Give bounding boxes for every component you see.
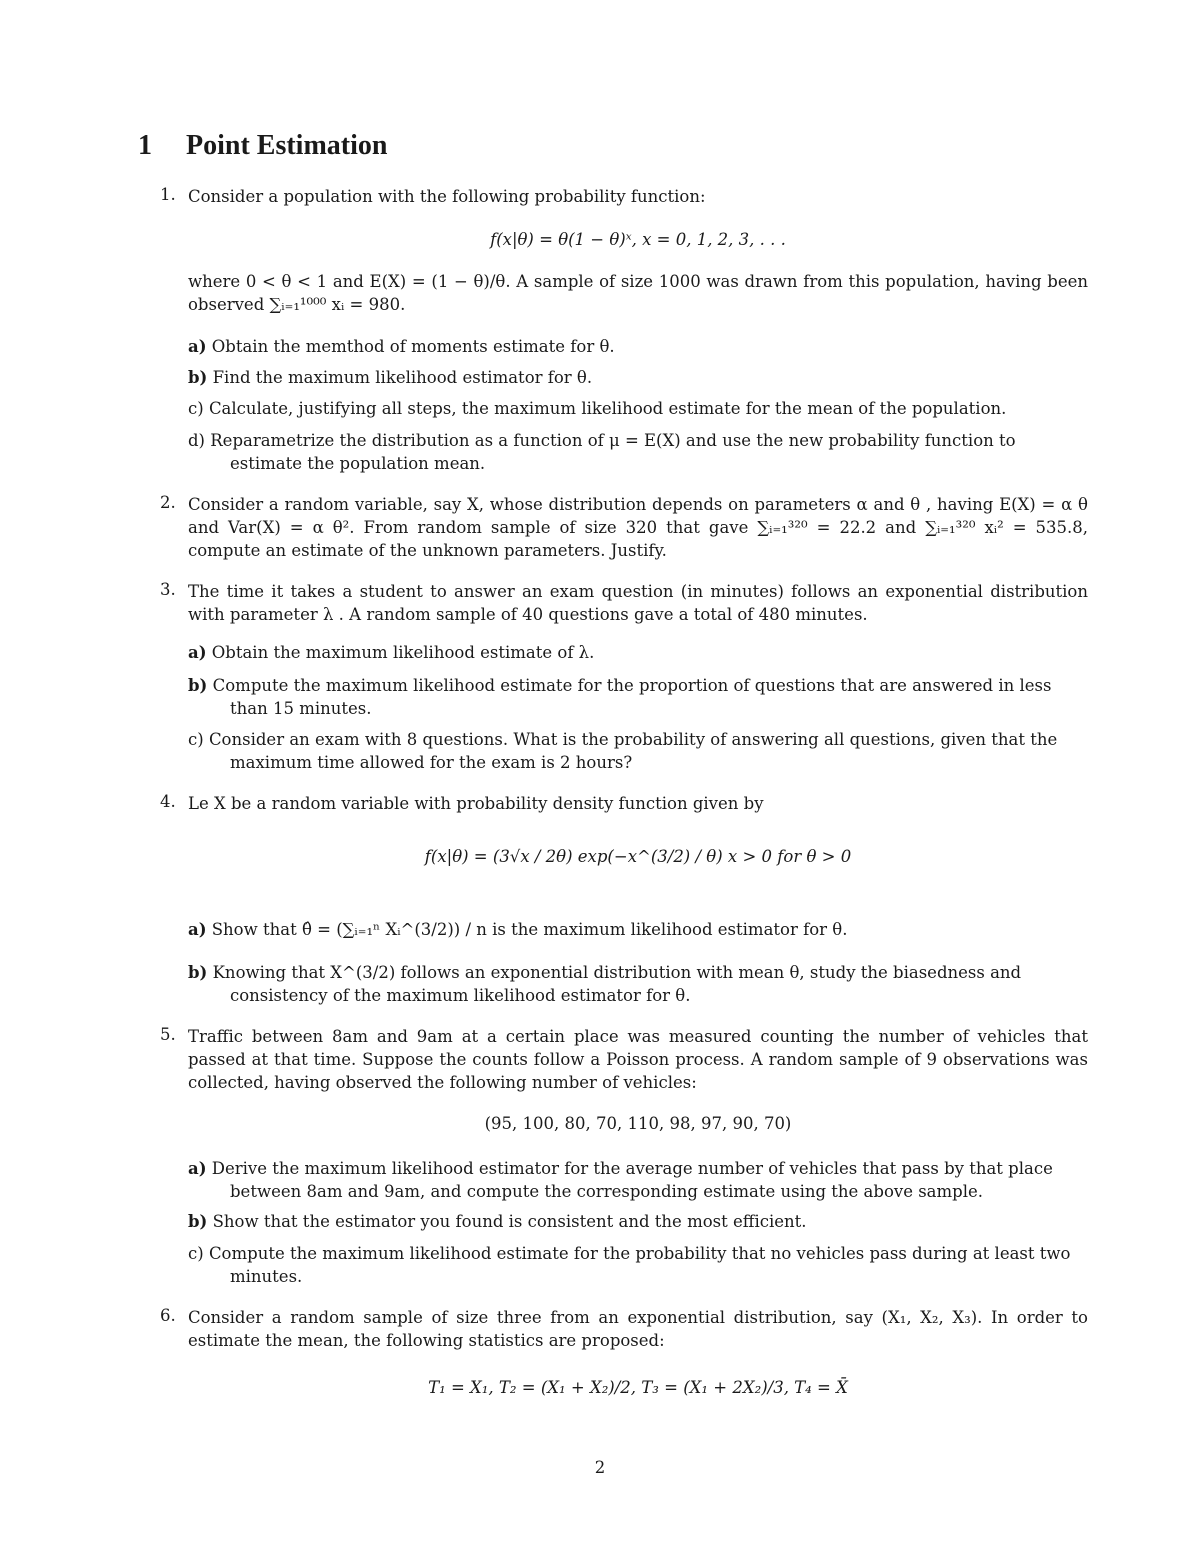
part-text: Calculate, justifying all steps, the maximum likelihood estimate for the mean of the population. [208, 399, 1007, 418]
section-title: Point Estimation [186, 130, 388, 161]
problem-3-part-b [188, 674, 1088, 720]
part-label: a) [188, 920, 207, 939]
part-text: Obtain the memthod of moments estimate for θ. [211, 337, 615, 356]
problem-1-part-d [188, 429, 1088, 475]
problem-1-part-c [188, 397, 1088, 420]
problem-2-number: 2. [160, 493, 176, 512]
section-heading [138, 130, 387, 162]
part-text: Reparametrize the distribution as a function of μ = E(X) and use the new probability function to estimate the population mean. [210, 431, 1016, 473]
part-text: Consider an exam with 8 questions. What is the probability of answering all questions, given that the maximum time allowed for the exam is 2 hours? [208, 730, 1058, 772]
part-label: a) [188, 1159, 207, 1178]
part-text: Find the maximum likelihood estimator for θ. [212, 368, 593, 387]
problem-5-sample: (95, 100, 80, 70, 110, 98, 97, 90, 70) [484, 1114, 792, 1133]
problem-3-number: 3. [160, 580, 176, 599]
problem-3-part-c [188, 728, 1088, 774]
section-number: 1 [138, 130, 152, 161]
problem-4-number: 4. [160, 792, 176, 811]
part-label: c) [188, 399, 204, 418]
problem-5-part-b [188, 1210, 1088, 1233]
part-label: b) [188, 1212, 208, 1231]
part-label: a) [188, 337, 207, 356]
problem-4-part-a [188, 918, 1088, 941]
problem-1-part-a [188, 335, 1088, 358]
part-label: b) [188, 368, 208, 387]
problem-3-part-a [188, 641, 1088, 664]
problem-4-part-b [188, 961, 1088, 1007]
part-label: b) [188, 963, 208, 982]
part-label: d) [188, 431, 205, 450]
problem-1-where: where 0 < θ < 1 and E(X) = (1 − θ)/θ. A sample of size 1000 was drawn from this population, having been observed ∑ᵢ₌₁¹⁰⁰⁰ xᵢ = 980. [188, 272, 1088, 314]
problem-4-intro: Le X be a random variable with probability density function given by [188, 794, 764, 813]
part-text: Show that the estimator you found is consistent and the most efficient. [212, 1212, 807, 1231]
part-text: Compute the maximum likelihood estimate for the probability that no vehicles pass during at least two minutes. [208, 1244, 1071, 1286]
problem-6-equation: T₁ = X₁, T₂ = (X₁ + X₂)/2, T₃ = (X₁ + 2X₂)/3, T₄ = X̄ [428, 1378, 848, 1397]
problem-2-text: Consider a random variable, say X, whose distribution depends on parameters α and θ , having E(X) = α θ and Var(X) = α θ². From random sample of size 320 that gave ∑ᵢ₌₁³²⁰ = 22.2 and ∑ᵢ₌₁³²⁰ xᵢ² = 535.8, compute an estimate of the unknown parameters. Justify. [188, 495, 1088, 560]
part-text: Obtain the maximum likelihood estimate of λ. [211, 643, 595, 662]
problem-5-number: 5. [160, 1025, 176, 1044]
problem-6-text: Consider a random sample of size three from an exponential distribution, say (X₁, X₂, X₃). In order to estimate the mean, the following statistics are proposed: [188, 1308, 1088, 1350]
problem-1-equation: f(x|θ) = θ(1 − θ)ˣ, x = 0, 1, 2, 3, . . . [490, 230, 786, 249]
problem-6-number: 6. [160, 1306, 176, 1325]
page-number: 2 [594, 1458, 606, 1477]
part-label: b) [188, 676, 208, 695]
problem-5-text: Traffic between 8am and 9am at a certain place was measured counting the number of vehicles that passed at that time. Suppose the counts follow a Poisson process. A random sample of 9 observations was collected, having observed the following number of vehicles: [188, 1027, 1088, 1092]
problem-1-number: 1. [160, 185, 176, 204]
problem-1-part-b [188, 366, 1088, 389]
part-label: a) [188, 643, 207, 662]
problem-5-part-a [188, 1157, 1088, 1203]
problem-3-text: The time it takes a student to answer an exam question (in minutes) follows an exponential distribution with parameter λ . A random sample of 40 questions gave a total of 480 minutes. [188, 582, 1088, 624]
part-text: Derive the maximum likelihood estimator for the average number of vehicles that pass by that place between 8am and 9am, and compute the corresponding estimate using the above sample. [211, 1159, 1053, 1201]
problem-1-intro: Consider a population with the following probability function: [188, 187, 706, 206]
part-text: Knowing that X^(3/2) follows an exponential distribution with mean θ, study the biasedness and consistency of the maximum likelihood estimator for θ. [212, 963, 1022, 1005]
part-text: Compute the maximum likelihood estimate for the proportion of questions that are answered in less than 15 minutes. [212, 676, 1052, 718]
part-text: Show that θ̂ = (∑ᵢ₌₁ⁿ Xᵢ^(3/2)) / n is the maximum likelihood estimator for θ. [211, 920, 848, 939]
part-label: c) [188, 730, 204, 749]
part-label: c) [188, 1244, 204, 1263]
problem-5-part-c [188, 1242, 1088, 1288]
problem-4-equation: f(x|θ) = (3√x / 2θ) exp(−x^(3/2) / θ) x > 0 for θ > 0 [424, 847, 852, 866]
